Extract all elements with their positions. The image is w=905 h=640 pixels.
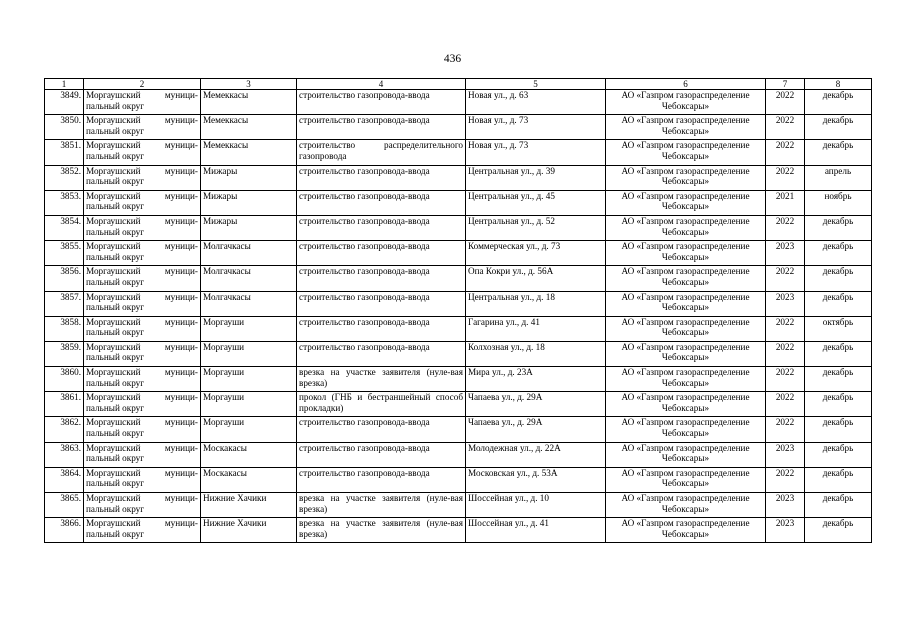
- column-number-row: [45, 79, 872, 90]
- district-cell: Моргаушский муници-пальный округ: [84, 341, 201, 366]
- month-cell: октябрь: [805, 316, 872, 341]
- table-row: [45, 165, 872, 190]
- row-number: 3862.: [45, 417, 84, 442]
- address-cell: Колхозная ул., д. 18: [466, 341, 606, 366]
- district-cell: Моргаушский муници-пальный округ: [84, 518, 201, 543]
- district-cell: Моргаушский муници-пальный округ: [84, 215, 201, 240]
- table-row: [45, 367, 872, 392]
- row-number: 3863.: [45, 442, 84, 467]
- year-cell: 2021: [766, 190, 805, 215]
- table-row: [45, 190, 872, 215]
- column-header: 4: [297, 79, 466, 90]
- row-number: 3850.: [45, 115, 84, 140]
- row-number: 3866.: [45, 518, 84, 543]
- address-cell: Центральная ул., д. 52: [466, 215, 606, 240]
- work-type-cell: строительство газопровода-ввода: [297, 165, 466, 190]
- address-cell: Центральная ул., д. 18: [466, 291, 606, 316]
- work-type-cell: строительство распределительного газопровода: [297, 140, 466, 165]
- table-row: [45, 90, 872, 115]
- year-cell: 2023: [766, 493, 805, 518]
- year-cell: 2022: [766, 392, 805, 417]
- row-number: 3859.: [45, 341, 84, 366]
- locality-cell: Молгачкасы: [201, 266, 297, 291]
- address-cell: Новая ул., д. 73: [466, 115, 606, 140]
- district-cell: Моргаушский муници-пальный округ: [84, 165, 201, 190]
- work-type-cell: строительство газопровода-ввода: [297, 90, 466, 115]
- month-cell: декабрь: [805, 367, 872, 392]
- organization-cell: АО «Газпром газораспределение Чебоксары»: [606, 190, 766, 215]
- month-cell: декабрь: [805, 392, 872, 417]
- work-type-cell: строительство газопровода-ввода: [297, 291, 466, 316]
- row-number: 3857.: [45, 291, 84, 316]
- column-header: 8: [805, 79, 872, 90]
- locality-cell: Москакасы: [201, 467, 297, 492]
- year-cell: 2022: [766, 140, 805, 165]
- locality-cell: Моргауши: [201, 341, 297, 366]
- month-cell: ноябрь: [805, 190, 872, 215]
- work-type-cell: строительство газопровода-ввода: [297, 266, 466, 291]
- year-cell: 2022: [766, 115, 805, 140]
- row-number: 3856.: [45, 266, 84, 291]
- table-row: [45, 417, 872, 442]
- row-number: 3855.: [45, 241, 84, 266]
- address-cell: Мира ул., д. 23А: [466, 367, 606, 392]
- table-row: [45, 392, 872, 417]
- district-cell: Моргаушский муници-пальный округ: [84, 140, 201, 165]
- organization-cell: АО «Газпром газораспределение Чебоксары»: [606, 140, 766, 165]
- year-cell: 2023: [766, 442, 805, 467]
- organization-cell: АО «Газпром газораспределение Чебоксары»: [606, 493, 766, 518]
- row-number: 3864.: [45, 467, 84, 492]
- work-type-cell: строительство газопровода-ввода: [297, 190, 466, 215]
- locality-cell: Нижние Хачики: [201, 493, 297, 518]
- table-row: [45, 215, 872, 240]
- table-row: [45, 140, 872, 165]
- address-cell: Новая ул., д. 63: [466, 90, 606, 115]
- row-number: 3851.: [45, 140, 84, 165]
- year-cell: 2022: [766, 467, 805, 492]
- column-header: 3: [201, 79, 297, 90]
- table-row: [45, 266, 872, 291]
- district-cell: Моргаушский муници-пальный округ: [84, 190, 201, 215]
- month-cell: декабрь: [805, 467, 872, 492]
- month-cell: декабрь: [805, 442, 872, 467]
- month-cell: декабрь: [805, 266, 872, 291]
- district-cell: Моргаушский муници-пальный округ: [84, 367, 201, 392]
- month-cell: декабрь: [805, 90, 872, 115]
- table-row: [45, 241, 872, 266]
- organization-cell: АО «Газпром газораспределение Чебоксары»: [606, 442, 766, 467]
- locality-cell: Моргауши: [201, 392, 297, 417]
- month-cell: декабрь: [805, 341, 872, 366]
- address-cell: Шоссейная ул., д. 10: [466, 493, 606, 518]
- locality-cell: Молгачкасы: [201, 291, 297, 316]
- organization-cell: АО «Газпром газораспределение Чебоксары»: [606, 341, 766, 366]
- organization-cell: АО «Газпром газораспределение Чебоксары»: [606, 467, 766, 492]
- locality-cell: Мижары: [201, 165, 297, 190]
- table-row: [45, 493, 872, 518]
- work-type-cell: врезка на участке заявителя (нуле-вая врезка): [297, 367, 466, 392]
- district-cell: Моргаушский муници-пальный округ: [84, 417, 201, 442]
- locality-cell: Мижары: [201, 215, 297, 240]
- organization-cell: АО «Газпром газораспределение Чебоксары»: [606, 518, 766, 543]
- district-cell: Моргаушский муници-пальный округ: [84, 493, 201, 518]
- work-type-cell: прокол (ГНБ и бестраншейный способ прокладки): [297, 392, 466, 417]
- row-number: 3860.: [45, 367, 84, 392]
- row-number: 3852.: [45, 165, 84, 190]
- table-row: [45, 115, 872, 140]
- organization-cell: АО «Газпром газораспределение Чебоксары»: [606, 316, 766, 341]
- year-cell: 2023: [766, 241, 805, 266]
- year-cell: 2022: [766, 367, 805, 392]
- row-number: 3854.: [45, 215, 84, 240]
- work-type-cell: строительство газопровода-ввода: [297, 417, 466, 442]
- address-cell: Опа Кокри ул., д. 56А: [466, 266, 606, 291]
- work-type-cell: врезка на участке заявителя (нуле-вая врезка): [297, 518, 466, 543]
- locality-cell: Моргауши: [201, 316, 297, 341]
- month-cell: декабрь: [805, 241, 872, 266]
- address-cell: Чапаева ул., д. 29А: [466, 392, 606, 417]
- address-cell: Молодежная ул., д. 22А: [466, 442, 606, 467]
- address-cell: Центральная ул., д. 45: [466, 190, 606, 215]
- table-row: [45, 341, 872, 366]
- organization-cell: АО «Газпром газораспределение Чебоксары»: [606, 392, 766, 417]
- work-type-cell: строительство газопровода-ввода: [297, 115, 466, 140]
- district-cell: Моргаушский муници-пальный округ: [84, 442, 201, 467]
- organization-cell: АО «Газпром газораспределение Чебоксары»: [606, 165, 766, 190]
- column-header: 6: [606, 79, 766, 90]
- district-cell: Моргаушский муници-пальный округ: [84, 241, 201, 266]
- work-type-cell: врезка на участке заявителя (нуле-вая врезка): [297, 493, 466, 518]
- address-cell: Шоссейная ул., д. 41: [466, 518, 606, 543]
- locality-cell: Молгачкасы: [201, 241, 297, 266]
- month-cell: декабрь: [805, 115, 872, 140]
- district-cell: Моргаушский муници-пальный округ: [84, 467, 201, 492]
- work-type-cell: строительство газопровода-ввода: [297, 215, 466, 240]
- work-type-cell: строительство газопровода-ввода: [297, 341, 466, 366]
- organization-cell: АО «Газпром газораспределение Чебоксары»: [606, 241, 766, 266]
- work-type-cell: строительство газопровода-ввода: [297, 316, 466, 341]
- table-row: [45, 467, 872, 492]
- address-cell: Московская ул., д. 53А: [466, 467, 606, 492]
- district-cell: Моргаушский муници-пальный округ: [84, 115, 201, 140]
- district-cell: Моргаушский муници-пальный округ: [84, 90, 201, 115]
- year-cell: 2023: [766, 518, 805, 543]
- row-number: 3849.: [45, 90, 84, 115]
- gas-connection-table: [44, 78, 872, 543]
- row-number: 3858.: [45, 316, 84, 341]
- organization-cell: АО «Газпром газораспределение Чебоксары»: [606, 417, 766, 442]
- work-type-cell: строительство газопровода-ввода: [297, 467, 466, 492]
- month-cell: декабрь: [805, 215, 872, 240]
- year-cell: 2023: [766, 291, 805, 316]
- locality-cell: Мижары: [201, 190, 297, 215]
- district-cell: Моргаушский муници-пальный округ: [84, 266, 201, 291]
- month-cell: апрель: [805, 165, 872, 190]
- address-cell: Чапаева ул., д. 29А: [466, 417, 606, 442]
- address-cell: Гагарина ул., д. 41: [466, 316, 606, 341]
- work-type-cell: строительство газопровода-ввода: [297, 442, 466, 467]
- table-row: [45, 518, 872, 543]
- organization-cell: АО «Газпром газораспределение Чебоксары»: [606, 215, 766, 240]
- organization-cell: АО «Газпром газораспределение Чебоксары»: [606, 266, 766, 291]
- column-header: 7: [766, 79, 805, 90]
- column-header: 1: [45, 79, 84, 90]
- row-number: 3865.: [45, 493, 84, 518]
- page-number: 436: [443, 53, 462, 65]
- column-header: 5: [466, 79, 606, 90]
- locality-cell: Моргауши: [201, 367, 297, 392]
- year-cell: 2022: [766, 215, 805, 240]
- district-cell: Моргаушский муници-пальный округ: [84, 291, 201, 316]
- year-cell: 2022: [766, 90, 805, 115]
- year-cell: 2022: [766, 417, 805, 442]
- address-cell: Новая ул., д. 73: [466, 140, 606, 165]
- table-row: [45, 316, 872, 341]
- month-cell: декабрь: [805, 417, 872, 442]
- row-number: 3861.: [45, 392, 84, 417]
- year-cell: 2022: [766, 341, 805, 366]
- month-cell: декабрь: [805, 291, 872, 316]
- year-cell: 2022: [766, 165, 805, 190]
- year-cell: 2022: [766, 266, 805, 291]
- month-cell: декабрь: [805, 493, 872, 518]
- year-cell: 2022: [766, 316, 805, 341]
- district-cell: Моргаушский муници-пальный округ: [84, 316, 201, 341]
- district-cell: Моргаушский муници-пальный округ: [84, 392, 201, 417]
- locality-cell: Мемеккасы: [201, 90, 297, 115]
- organization-cell: АО «Газпром газораспределение Чебоксары»: [606, 291, 766, 316]
- table-row: [45, 442, 872, 467]
- table-body: [45, 90, 872, 543]
- locality-cell: Нижние Хачики: [201, 518, 297, 543]
- locality-cell: Москакасы: [201, 442, 297, 467]
- organization-cell: АО «Газпром газораспределение Чебоксары»: [606, 115, 766, 140]
- locality-cell: Моргауши: [201, 417, 297, 442]
- organization-cell: АО «Газпром газораспределение Чебоксары»: [606, 90, 766, 115]
- work-type-cell: строительство газопровода-ввода: [297, 241, 466, 266]
- address-cell: Коммерческая ул., д. 73: [466, 241, 606, 266]
- locality-cell: Мемеккасы: [201, 115, 297, 140]
- column-header: 2: [84, 79, 201, 90]
- month-cell: декабрь: [805, 140, 872, 165]
- table-row: [45, 291, 872, 316]
- month-cell: декабрь: [805, 518, 872, 543]
- organization-cell: АО «Газпром газораспределение Чебоксары»: [606, 367, 766, 392]
- row-number: 3853.: [45, 190, 84, 215]
- locality-cell: Мемеккасы: [201, 140, 297, 165]
- address-cell: Центральная ул., д. 39: [466, 165, 606, 190]
